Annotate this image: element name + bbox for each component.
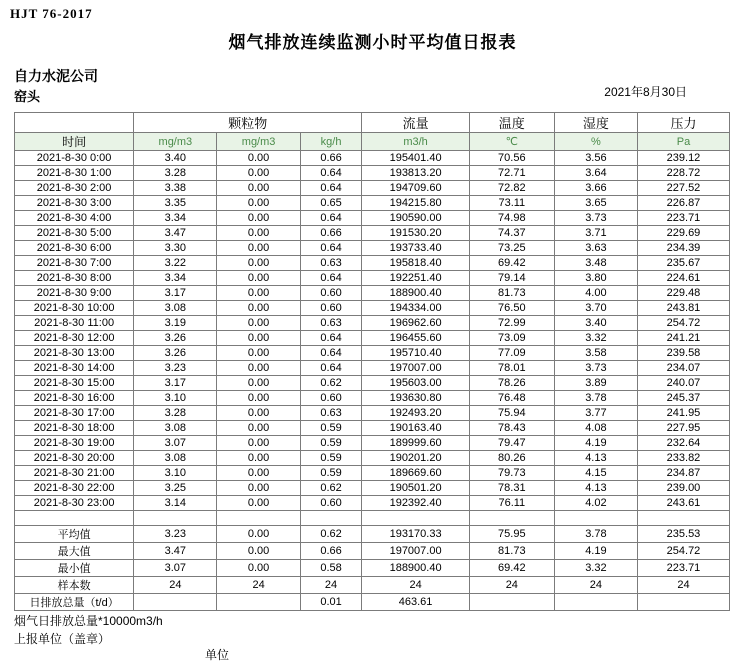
- table-row: [15, 151, 730, 166]
- cell-time: 2021-8-30 0:00: [15, 151, 134, 166]
- cell-time: 2021-8-30 8:00: [15, 271, 134, 286]
- cell-empty: [217, 511, 300, 526]
- cell-temperature: 75.94: [469, 406, 554, 421]
- cell-flow: 190590.00: [362, 211, 469, 226]
- cell-pm-c2: 0.00: [217, 421, 300, 436]
- cell-pm-rate: 0.62: [300, 481, 362, 496]
- table-row: [15, 436, 730, 451]
- header-temperature: 温度: [469, 113, 554, 133]
- cell-temperature: 74.37: [469, 226, 554, 241]
- cell-pm-rate: 0.60: [300, 301, 362, 316]
- cell-humidity: 3.66: [554, 181, 637, 196]
- cell-pressure: 224.61: [637, 271, 729, 286]
- cell-flow: 191530.20: [362, 226, 469, 241]
- header-flow: 流量: [362, 113, 469, 133]
- table-row: [15, 301, 730, 316]
- report-date: 2021年8月30日: [604, 85, 687, 99]
- cell-pm-c1: 3.23: [134, 361, 217, 376]
- cell-pm-rate: 0.66: [300, 151, 362, 166]
- cell-pm-rate: 0.01: [300, 594, 362, 611]
- cell-temperature: 77.09: [469, 346, 554, 361]
- cell-time: 2021-8-30 10:00: [15, 301, 134, 316]
- cell-pm-c2: 0.00: [217, 151, 300, 166]
- cell-pressure: 227.95: [637, 421, 729, 436]
- unit-pm-rate: kg/h: [300, 133, 362, 151]
- cell-pressure: 232.64: [637, 436, 729, 451]
- cell-humidity: [554, 594, 637, 611]
- cell-temperature: 69.42: [469, 256, 554, 271]
- footer-unit-label: 单位: [205, 648, 230, 662]
- cell-pm-rate: 0.62: [300, 526, 362, 543]
- cell-temperature: 79.73: [469, 466, 554, 481]
- cell-humidity: 3.32: [554, 331, 637, 346]
- table-row: [15, 331, 730, 346]
- cell-flow: 195603.00: [362, 376, 469, 391]
- page-title: 烟气排放连续监测小时平均值日报表: [228, 33, 517, 52]
- cell-temperature: 76.48: [469, 391, 554, 406]
- cell-pm-c1: 3.23: [134, 526, 217, 543]
- cell-pressure: 243.61: [637, 496, 729, 511]
- cell-pm-rate: 0.60: [300, 496, 362, 511]
- cell-pm-c1: 3.08: [134, 421, 217, 436]
- cell-flow: 190201.20: [362, 451, 469, 466]
- cell-humidity: 3.73: [554, 211, 637, 226]
- cell-humidity: 3.64: [554, 166, 637, 181]
- cell-time: 2021-8-30 11:00: [15, 316, 134, 331]
- cell-humidity: 3.40: [554, 316, 637, 331]
- cell-pm-c2: 0.00: [217, 316, 300, 331]
- table-summary-row: [15, 543, 730, 560]
- header-humidity: 湿度: [554, 113, 637, 133]
- cell-humidity: 3.56: [554, 151, 637, 166]
- table-row: [15, 316, 730, 331]
- cell-humidity: 3.32: [554, 560, 637, 577]
- table-row: [15, 421, 730, 436]
- cell-pm-rate: 0.64: [300, 331, 362, 346]
- cell-pm-c1: 3.28: [134, 166, 217, 181]
- table-data-body: [15, 151, 730, 511]
- cell-pressure: 254.72: [637, 543, 729, 560]
- cell-pm-c2: 24: [217, 577, 300, 594]
- cell-pm-c2: 0.00: [217, 526, 300, 543]
- cell-pm-rate: 0.64: [300, 211, 362, 226]
- kiln-label: 窑头: [14, 89, 41, 104]
- cell-humidity: 3.77: [554, 406, 637, 421]
- cell-pm-rate: 0.60: [300, 286, 362, 301]
- cell-empty: [637, 511, 729, 526]
- cell-pressure: 235.53: [637, 526, 729, 543]
- cell-temperature: 78.01: [469, 361, 554, 376]
- cell-flow: 189669.60: [362, 466, 469, 481]
- cell-pm-c1: 3.47: [134, 543, 217, 560]
- table-row: [15, 391, 730, 406]
- cell-pm-rate: 0.63: [300, 256, 362, 271]
- cell-pm-c1: 3.26: [134, 331, 217, 346]
- cell-pm-c2: 0.00: [217, 286, 300, 301]
- cell-flow: 192251.40: [362, 271, 469, 286]
- cell-empty: [554, 511, 637, 526]
- cell-empty: [15, 511, 134, 526]
- cell-temperature: 24: [469, 577, 554, 594]
- table-summary-row: [15, 577, 730, 594]
- cell-humidity: 4.02: [554, 496, 637, 511]
- cell-flow: 188900.40: [362, 560, 469, 577]
- cell-time: 2021-8-30 6:00: [15, 241, 134, 256]
- table-row: [15, 496, 730, 511]
- cell-pressure: 226.87: [637, 196, 729, 211]
- cell-humidity: 3.80: [554, 271, 637, 286]
- table-row: [15, 286, 730, 301]
- cell-pressure: 227.52: [637, 181, 729, 196]
- cell-pm-rate: 0.65: [300, 196, 362, 211]
- cell-pm-rate: 0.66: [300, 543, 362, 560]
- cell-temperature: 72.99: [469, 316, 554, 331]
- unit-pm-concentration-2: mg/m3: [217, 133, 300, 151]
- cell-time: 2021-8-30 13:00: [15, 346, 134, 361]
- cell-pm-c2: 0.00: [217, 181, 300, 196]
- cell-flow: 195818.40: [362, 256, 469, 271]
- table-row: [15, 256, 730, 271]
- unit-pressure: Pa: [637, 133, 729, 151]
- cell-pm-c1: 3.40: [134, 151, 217, 166]
- cell-pm-rate: 0.59: [300, 466, 362, 481]
- table-spacer-row: [15, 511, 730, 526]
- cell-pm-rate: 0.62: [300, 376, 362, 391]
- cell-pm-c1: 3.34: [134, 211, 217, 226]
- cell-summary-label: 样本数: [15, 577, 134, 594]
- cell-pm-rate: 24: [300, 577, 362, 594]
- table-row: [15, 466, 730, 481]
- cell-time: 2021-8-30 23:00: [15, 496, 134, 511]
- cell-pm-c1: 3.07: [134, 436, 217, 451]
- unit-humidity: %: [554, 133, 637, 151]
- cell-flow: 197007.00: [362, 543, 469, 560]
- cell-humidity: 4.15: [554, 466, 637, 481]
- cell-temperature: 78.26: [469, 376, 554, 391]
- cell-time: 2021-8-30 17:00: [15, 406, 134, 421]
- cell-humidity: 4.13: [554, 481, 637, 496]
- cell-flow: 24: [362, 577, 469, 594]
- cell-pm-c2: 0.00: [217, 301, 300, 316]
- cell-flow: 195401.40: [362, 151, 469, 166]
- cell-pressure: [637, 594, 729, 611]
- table-row: [15, 376, 730, 391]
- cell-pm-c1: 3.10: [134, 391, 217, 406]
- cell-pm-c1: 3.07: [134, 560, 217, 577]
- table-row: [15, 361, 730, 376]
- cell-pm-c2: 0.00: [217, 406, 300, 421]
- cell-pm-c1: 3.30: [134, 241, 217, 256]
- cell-flow: 194709.60: [362, 181, 469, 196]
- cell-pm-rate: 0.60: [300, 391, 362, 406]
- cell-pm-c2: [217, 594, 300, 611]
- cell-humidity: 3.65: [554, 196, 637, 211]
- cell-flow: 190163.40: [362, 421, 469, 436]
- cell-pm-c2: 0.00: [217, 451, 300, 466]
- cell-pressure: 234.07: [637, 361, 729, 376]
- cell-time: 2021-8-30 16:00: [15, 391, 134, 406]
- cell-flow: 190501.20: [362, 481, 469, 496]
- cell-empty: [362, 511, 469, 526]
- header-time: [15, 113, 134, 133]
- cell-temperature: 76.11: [469, 496, 554, 511]
- cell-pm-c1: 3.17: [134, 376, 217, 391]
- cell-pm-rate: 0.63: [300, 406, 362, 421]
- cell-flow: 196962.60: [362, 316, 469, 331]
- cell-pressure: 223.71: [637, 560, 729, 577]
- table-row: [15, 241, 730, 256]
- table-row: [15, 166, 730, 181]
- cell-humidity: 4.08: [554, 421, 637, 436]
- cell-time: 2021-8-30 21:00: [15, 466, 134, 481]
- cell-pm-rate: 0.64: [300, 346, 362, 361]
- cell-empty: [300, 511, 362, 526]
- cell-pm-rate: 0.59: [300, 451, 362, 466]
- cell-pressure: 241.95: [637, 406, 729, 421]
- cell-pressure: 234.87: [637, 466, 729, 481]
- table-row: [15, 211, 730, 226]
- cell-daily-total-label: 日排放总量（t/d）: [15, 594, 134, 611]
- cell-pm-c2: 0.00: [217, 331, 300, 346]
- cell-pm-rate: 0.58: [300, 560, 362, 577]
- cell-pm-rate: 0.64: [300, 361, 362, 376]
- report-table: [14, 112, 730, 611]
- table-row: [15, 181, 730, 196]
- table-row: [15, 271, 730, 286]
- cell-pm-c2: 0.00: [217, 226, 300, 241]
- cell-temperature: 72.82: [469, 181, 554, 196]
- cell-humidity: 3.48: [554, 256, 637, 271]
- cell-time: 2021-8-30 7:00: [15, 256, 134, 271]
- cell-pm-c2: 0.00: [217, 211, 300, 226]
- cell-time: 2021-8-30 3:00: [15, 196, 134, 211]
- cell-pm-c2: 0.00: [217, 196, 300, 211]
- footer-note-total: 烟气日排放总量*10000m3/h: [14, 614, 163, 628]
- cell-temperature: 79.47: [469, 436, 554, 451]
- cell-pressure: 229.69: [637, 226, 729, 241]
- cell-empty: [469, 511, 554, 526]
- cell-pressure: 229.48: [637, 286, 729, 301]
- cell-pm-rate: 0.66: [300, 226, 362, 241]
- cell-time: 2021-8-30 1:00: [15, 166, 134, 181]
- cell-pressure: 235.67: [637, 256, 729, 271]
- cell-pm-c1: 3.38: [134, 181, 217, 196]
- unit-time: 时间: [15, 133, 134, 151]
- cell-summary-label: 最小值: [15, 560, 134, 577]
- cell-time: 2021-8-30 18:00: [15, 421, 134, 436]
- cell-time: 2021-8-30 5:00: [15, 226, 134, 241]
- cell-humidity: 4.00: [554, 286, 637, 301]
- table-row: [15, 406, 730, 421]
- unit-pm-concentration-1: mg/m3: [134, 133, 217, 151]
- cell-humidity: 3.63: [554, 241, 637, 256]
- cell-humidity: 3.71: [554, 226, 637, 241]
- header-pressure: 压力: [637, 113, 729, 133]
- cell-humidity: 4.19: [554, 543, 637, 560]
- cell-temperature: 81.73: [469, 286, 554, 301]
- table-summary-row: [15, 526, 730, 543]
- cell-flow: 195710.40: [362, 346, 469, 361]
- table-daily-total-row: [15, 594, 730, 611]
- table-row: [15, 346, 730, 361]
- cell-humidity: 3.70: [554, 301, 637, 316]
- table-row: [15, 226, 730, 241]
- cell-temperature: 73.11: [469, 196, 554, 211]
- unit-flow: m3/h: [362, 133, 469, 151]
- cell-flow: 193170.33: [362, 526, 469, 543]
- cell-pm-c1: 24: [134, 577, 217, 594]
- cell-pm-c2: 0.00: [217, 560, 300, 577]
- cell-pm-c2: 0.00: [217, 466, 300, 481]
- cell-time: 2021-8-30 2:00: [15, 181, 134, 196]
- cell-pm-c1: 3.34: [134, 271, 217, 286]
- cell-pm-c2: 0.00: [217, 346, 300, 361]
- cell-flow: 196455.60: [362, 331, 469, 346]
- table-row: [15, 451, 730, 466]
- cell-pressure: 243.81: [637, 301, 729, 316]
- cell-pm-c1: 3.22: [134, 256, 217, 271]
- cell-pm-c2: 0.00: [217, 256, 300, 271]
- cell-pm-c1: 3.28: [134, 406, 217, 421]
- cell-temperature: 75.95: [469, 526, 554, 543]
- cell-temperature: 73.09: [469, 331, 554, 346]
- cell-time: 2021-8-30 20:00: [15, 451, 134, 466]
- cell-pm-rate: 0.63: [300, 316, 362, 331]
- cell-pm-c1: 3.19: [134, 316, 217, 331]
- cell-pm-rate: 0.64: [300, 166, 362, 181]
- cell-pressure: 233.82: [637, 451, 729, 466]
- cell-flow: 192493.20: [362, 406, 469, 421]
- cell-pm-c2: 0.00: [217, 241, 300, 256]
- cell-temperature: 81.73: [469, 543, 554, 560]
- cell-pm-c1: 3.08: [134, 301, 217, 316]
- cell-pm-c1: 3.10: [134, 466, 217, 481]
- cell-humidity: 24: [554, 577, 637, 594]
- cell-time: 2021-8-30 22:00: [15, 481, 134, 496]
- cell-pm-c2: 0.00: [217, 481, 300, 496]
- cell-summary-label: 平均值: [15, 526, 134, 543]
- cell-pressure: 254.72: [637, 316, 729, 331]
- cell-humidity: 3.89: [554, 376, 637, 391]
- cell-pm-c1: 3.25: [134, 481, 217, 496]
- cell-pressure: 241.21: [637, 331, 729, 346]
- cell-pressure: 234.39: [637, 241, 729, 256]
- cell-pm-c2: 0.00: [217, 271, 300, 286]
- cell-pm-c2: 0.00: [217, 496, 300, 511]
- cell-pm-rate: 0.64: [300, 271, 362, 286]
- cell-pm-rate: 0.59: [300, 421, 362, 436]
- cell-flow: 194215.80: [362, 196, 469, 211]
- cell-pm-c2: 0.00: [217, 376, 300, 391]
- cell-time: 2021-8-30 4:00: [15, 211, 134, 226]
- cell-temperature: 73.25: [469, 241, 554, 256]
- cell-flow: 463.61: [362, 594, 469, 611]
- footer-reporting-unit: 上报单位（盖章）: [14, 632, 111, 646]
- cell-temperature: [469, 594, 554, 611]
- cell-pressure: 245.37: [637, 391, 729, 406]
- table-row: [15, 196, 730, 211]
- cell-pm-c1: 3.47: [134, 226, 217, 241]
- cell-temperature: 70.56: [469, 151, 554, 166]
- cell-pm-c2: 0.00: [217, 543, 300, 560]
- cell-pm-c2: 0.00: [217, 436, 300, 451]
- cell-pressure: 240.07: [637, 376, 729, 391]
- cell-pm-c1: 3.35: [134, 196, 217, 211]
- table-row: [15, 481, 730, 496]
- document-code: HJT 76-2017: [10, 6, 93, 21]
- cell-pm-c1: 3.26: [134, 346, 217, 361]
- cell-pm-rate: 0.59: [300, 436, 362, 451]
- unit-temperature: ℃: [469, 133, 554, 151]
- cell-pm-c1: 3.08: [134, 451, 217, 466]
- cell-humidity: 3.78: [554, 391, 637, 406]
- cell-flow: 189999.60: [362, 436, 469, 451]
- cell-time: 2021-8-30 19:00: [15, 436, 134, 451]
- cell-pressure: 239.00: [637, 481, 729, 496]
- cell-pm-rate: 0.64: [300, 181, 362, 196]
- cell-flow: 188900.40: [362, 286, 469, 301]
- cell-pressure: 223.71: [637, 211, 729, 226]
- cell-temperature: 79.14: [469, 271, 554, 286]
- table-summary-row: [15, 560, 730, 577]
- cell-temperature: 72.71: [469, 166, 554, 181]
- cell-humidity: 3.78: [554, 526, 637, 543]
- company-name: 自力水泥公司: [14, 68, 98, 84]
- cell-time: 2021-8-30 14:00: [15, 361, 134, 376]
- cell-temperature: 78.31: [469, 481, 554, 496]
- cell-pm-c2: 0.00: [217, 361, 300, 376]
- cell-temperature: 76.50: [469, 301, 554, 316]
- cell-humidity: 3.73: [554, 361, 637, 376]
- cell-time: 2021-8-30 9:00: [15, 286, 134, 301]
- table-summary-body: [15, 511, 730, 611]
- cell-flow: 194334.00: [362, 301, 469, 316]
- cell-pressure: 228.72: [637, 166, 729, 181]
- cell-humidity: 4.19: [554, 436, 637, 451]
- cell-pm-c2: 0.00: [217, 166, 300, 181]
- cell-pm-rate: 0.64: [300, 241, 362, 256]
- cell-pressure: 239.58: [637, 346, 729, 361]
- cell-empty: [134, 511, 217, 526]
- table-unit-row: [15, 133, 730, 151]
- cell-temperature: 74.98: [469, 211, 554, 226]
- cell-pm-c1: [134, 594, 217, 611]
- cell-flow: 192392.40: [362, 496, 469, 511]
- cell-humidity: 3.58: [554, 346, 637, 361]
- cell-temperature: 78.43: [469, 421, 554, 436]
- cell-summary-label: 最大值: [15, 543, 134, 560]
- cell-flow: 193813.20: [362, 166, 469, 181]
- cell-pm-c1: 3.14: [134, 496, 217, 511]
- cell-humidity: 4.13: [554, 451, 637, 466]
- cell-pressure: 239.12: [637, 151, 729, 166]
- cell-pressure: 24: [637, 577, 729, 594]
- cell-temperature: 69.42: [469, 560, 554, 577]
- header-particulate: 颗粒物: [134, 113, 362, 133]
- cell-time: 2021-8-30 12:00: [15, 331, 134, 346]
- cell-pm-c1: 3.17: [134, 286, 217, 301]
- cell-flow: 197007.00: [362, 361, 469, 376]
- cell-flow: 193630.80: [362, 391, 469, 406]
- cell-time: 2021-8-30 15:00: [15, 376, 134, 391]
- cell-pm-c2: 0.00: [217, 391, 300, 406]
- cell-temperature: 80.26: [469, 451, 554, 466]
- cell-flow: 193733.40: [362, 241, 469, 256]
- table-header-row: [15, 113, 730, 133]
